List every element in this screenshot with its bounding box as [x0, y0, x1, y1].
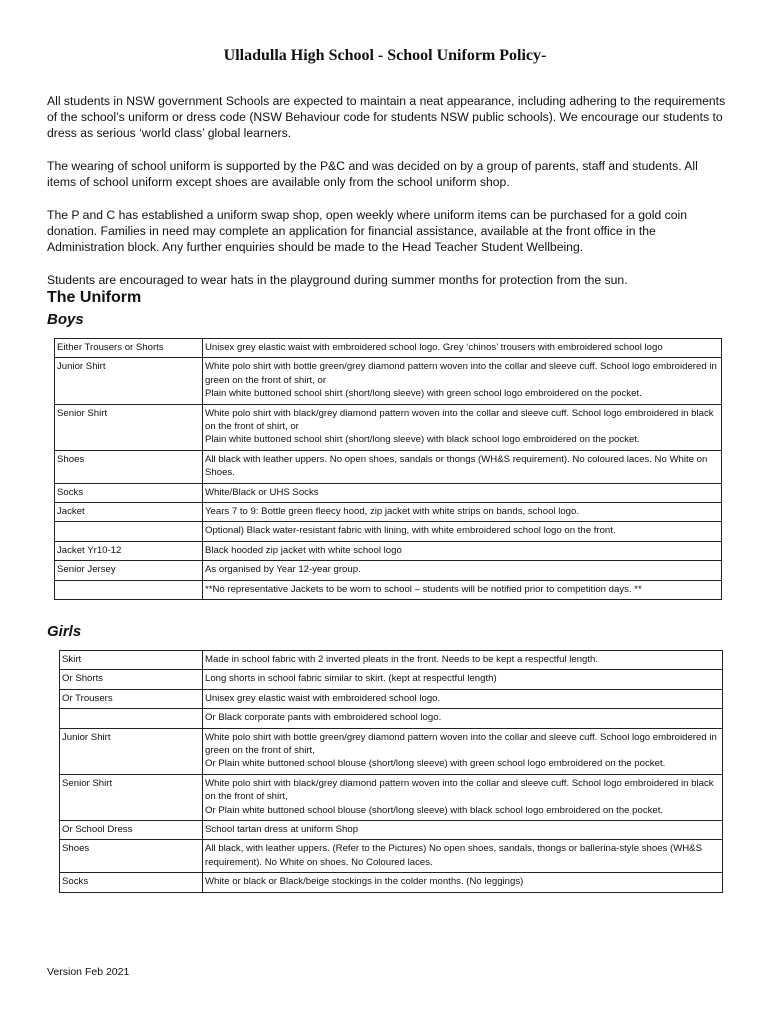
item-cell: Junior Shirt	[55, 358, 203, 404]
intro-paragraph: All students in NSW government Schools are expected to maintain a neat appearance, including adhering to the requirements of the school’s uniform or dress code (NSW Behaviour code for students NSW public schools). We encourage our students to dress as serious ‘world class’ global learners.	[47, 94, 726, 141]
description-cell: Long shorts in school fabric similar to skirt. (kept at respectful length)	[203, 670, 723, 689]
item-cell: Socks	[60, 873, 203, 892]
version-footer: Version Feb 2021	[47, 966, 130, 978]
description-cell: Black hooded zip jacket with white school logo	[203, 541, 722, 560]
description-cell: White polo shirt with black/grey diamond pattern woven into the collar and sleeve cuff. School logo embroidered in black on the front of shirt, Or Plain white buttoned school blouse (short/long sleeve) with black school logo embroidered on the pocket.	[203, 774, 723, 820]
page-title: Ulladulla High School - School Uniform Policy-	[223, 47, 547, 64]
girls-uniform-table	[59, 650, 723, 893]
item-cell: Shoes	[60, 840, 203, 873]
table-row	[60, 651, 723, 670]
item-cell: Senior Shirt	[55, 404, 203, 450]
table-row	[60, 689, 723, 708]
description-cell: White polo shirt with bottle green/grey diamond pattern woven into the collar and sleeve cuff. School logo embroidered in green on the front of shirt, or Plain white buttoned school shirt (short/long sleeve) with green school logo embroidered on the pocket.	[203, 358, 722, 404]
item-cell: Or School Dress	[60, 821, 203, 840]
description-cell: White/Black or UHS Socks	[203, 483, 722, 502]
description-cell: **No representative Jackets to be worn to school – students will be notified prior to competition days. **	[203, 580, 722, 599]
description-cell: All black with leather uppers. No open shoes, sandals or thongs (WH&S requirement). No coloured laces. No White on Shoes.	[203, 450, 722, 483]
item-cell: Either Trousers or Shorts	[55, 339, 203, 358]
table-row	[60, 873, 723, 892]
item-cell: Junior Shirt	[60, 728, 203, 774]
item-cell: Jacket Yr10-12	[55, 541, 203, 560]
item-cell: Or Shorts	[60, 670, 203, 689]
item-cell: Shoes	[55, 450, 203, 483]
table-row	[55, 358, 722, 404]
table-row	[60, 670, 723, 689]
item-cell: Jacket	[55, 503, 203, 522]
table-row	[60, 728, 723, 774]
item-cell: Skirt	[60, 651, 203, 670]
item-cell: Or Trousers	[60, 689, 203, 708]
item-cell: Senior Jersey	[55, 561, 203, 580]
table-row	[55, 404, 722, 450]
item-cell	[55, 522, 203, 541]
description-cell: White polo shirt with bottle green/grey diamond pattern woven into the collar and sleeve cuff. School logo embroidered in green on the front of shirt, Or Plain white buttoned school blouse (short/long sleeve) with green school logo embroidered on the pocket.	[203, 728, 723, 774]
table-row	[55, 522, 722, 541]
item-cell	[55, 580, 203, 599]
boys-heading: Boys	[47, 311, 84, 328]
description-cell: Years 7 to 9: Bottle green fleecy hood, zip jacket with white strips on bands, school logo.	[203, 503, 722, 522]
table-row	[55, 580, 722, 599]
table-row	[55, 541, 722, 560]
table-row	[55, 561, 722, 580]
swap-shop-paragraph: The P and C has established a uniform swap shop, open weekly where uniform items can be purchased for a gold coin donation. Families in need may complete an application for financial assistance, available at the front office in the Administration block. Any further enquiries should be made to the Head Teacher Student Wellbeing.	[47, 208, 687, 255]
table-row	[60, 821, 723, 840]
description-cell: White polo shirt with black/grey diamond pattern woven into the collar and sleeve cuff. School logo embroidered in black on the front of shirt, or Plain white buttoned school shirt (short/long sleeve) with black school logo embroidered on the pocket.	[203, 404, 722, 450]
table-row	[55, 503, 722, 522]
pc-paragraph: The wearing of school uniform is supported by the P&C and was decided on by a group of parents, staff and students. All items of school uniform except shoes are available only from the school uniform shop.	[47, 159, 698, 190]
item-cell: Senior Shirt	[60, 774, 203, 820]
item-cell	[60, 709, 203, 728]
table-row	[60, 774, 723, 820]
description-cell: Made in school fabric with 2 inverted pleats in the front. Needs to be kept a respectful length.	[203, 651, 723, 670]
description-cell: Or Black corporate pants with embroidered school logo.	[203, 709, 723, 728]
table-row	[60, 840, 723, 873]
description-cell: School tartan dress at uniform Shop	[203, 821, 723, 840]
description-cell: As organised by Year 12-year group.	[203, 561, 722, 580]
description-cell: White or black or Black/beige stockings in the colder months. (No leggings)	[203, 873, 723, 892]
table-row	[60, 709, 723, 728]
description-cell: All black, with leather uppers. (Refer to the Pictures) No open shoes, sandals, thongs or ballerina-style shoes (WH&S requirement). No White on shoes. No Coloured laces.	[203, 840, 723, 873]
hats-paragraph: Students are encouraged to wear hats in the playground during summer months for protection from the sun.	[47, 273, 628, 287]
table-row	[55, 483, 722, 502]
table-row	[55, 339, 722, 358]
table-row	[55, 450, 722, 483]
description-cell: Unisex grey elastic waist with embroidered school logo.	[203, 689, 723, 708]
girls-heading: Girls	[47, 623, 82, 640]
description-cell: Unisex grey elastic waist with embroidered school logo. Grey ‘chinos’ trousers with embroidered school logo	[203, 339, 722, 358]
boys-uniform-table	[54, 338, 722, 600]
description-cell: Optional) Black water-resistant fabric with lining, with white embroidered school logo on the front.	[203, 522, 722, 541]
item-cell: Socks	[55, 483, 203, 502]
uniform-heading: The Uniform	[47, 289, 142, 306]
